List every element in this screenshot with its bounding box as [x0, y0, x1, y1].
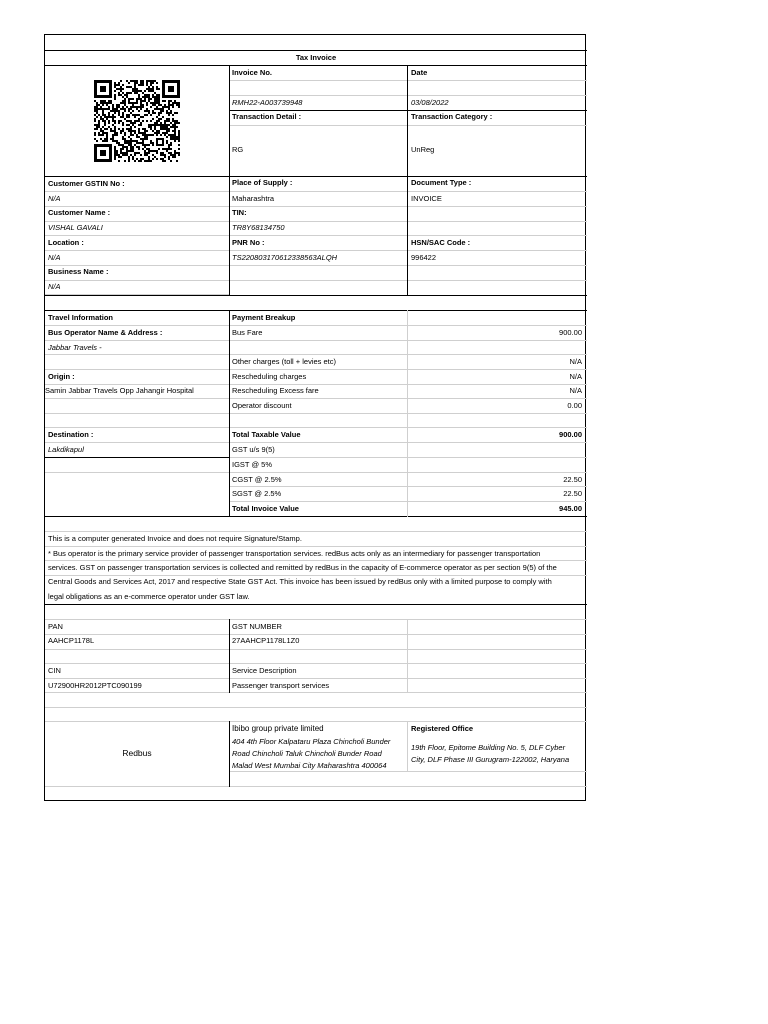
gst-number-label: GST NUMBER — [232, 622, 282, 631]
cgst-value: 22.50 — [563, 475, 582, 484]
hsn-label: HSN/SAC Code : — [411, 238, 471, 247]
business-name-label: Business Name : — [48, 267, 109, 276]
registered-office-label: Registered Office — [411, 724, 474, 733]
pnr-label: PNR No : — [232, 238, 265, 247]
total-invoice-label: Total Invoice Value — [232, 504, 299, 513]
redbus-brand: Redbus — [122, 748, 152, 758]
total-invoice-value: 945.00 — [559, 504, 582, 513]
transaction-detail-label: Transaction Detail : — [232, 112, 302, 121]
rescheduling-charges-label: Rescheduling charges — [232, 372, 307, 381]
transaction-category-label: Transaction Category : — [411, 112, 493, 121]
location-value: N/A — [48, 253, 61, 262]
transaction-detail-value: RG — [232, 145, 244, 154]
note-computer-generated: This is a computer generated Invoice and does not require Signature/Stamp. — [48, 534, 302, 543]
note-line-3: services. GST on passenger transportation services is collected and remitted by redBus in the capacity of E-commerce operator as per section 9(5) of the — [48, 563, 557, 572]
place-of-supply-label: Place of Supply : — [232, 178, 293, 187]
travel-info-heading: Travel Information — [48, 313, 114, 322]
sgst-label: SGST @ 2.5% — [232, 489, 282, 498]
igst-label: IGST @ 5% — [232, 460, 272, 469]
note-line-4: Central Goods and Services Act, 2017 and respective State GST Act. This invoice has been issued by redBus only with a limited purpose to comply with — [48, 577, 552, 586]
customer-name-value: VISHAL GAVALI — [48, 223, 103, 232]
document-type-label: Document Type : — [411, 178, 472, 187]
destination-label: Destination : — [48, 430, 94, 439]
bus-operator-label: Bus Operator Name & Address : — [48, 328, 163, 337]
payment-breakup-heading: Payment Breakup — [232, 313, 296, 322]
destination-value: Lakdikapul — [48, 445, 84, 454]
note-line-5: legal obligations as an e-commerce operator under GST law. — [48, 592, 250, 601]
total-taxable-label: Total Taxable Value — [232, 430, 301, 439]
total-taxable-value: 900.00 — [559, 430, 582, 439]
sgst-value: 22.50 — [563, 489, 582, 498]
bus-operator-value: Jabbar Travels - — [48, 343, 102, 352]
service-description-value: Passenger transport services — [232, 681, 330, 690]
rescheduling-excess-value: N/A — [569, 386, 582, 395]
rescheduling-excess-label: Rescheduling Excess fare — [232, 386, 319, 395]
pan-label: PAN — [48, 622, 63, 631]
registered-office-line-1: 19th Floor, Epitome Building No. 5, DLF Cyber — [411, 743, 566, 752]
operator-discount-value: 0.00 — [567, 401, 582, 410]
business-name-value: N/A — [48, 282, 61, 291]
gst-number-value: 27AAHCP1178L1Z0 — [232, 636, 300, 645]
other-charges-label: Other charges (toll + levies etc) — [232, 357, 337, 366]
transaction-category-value: UnReg — [411, 145, 435, 154]
note-line-2: * Bus operator is the primary service provider of passenger transportation services. redBus acts only as an intermediary for passenger transportation — [48, 549, 541, 558]
customer-gstin-value: N/A — [48, 194, 61, 203]
gst-95-label: GST u/s 9(5) — [232, 445, 275, 454]
bus-fare-value: 900.00 — [559, 328, 582, 337]
customer-gstin-label: Customer GSTIN No : — [48, 179, 125, 188]
entity-name: Ibibo group private limited — [232, 724, 324, 733]
rescheduling-charges-value: N/A — [569, 372, 582, 381]
origin-label: Origin : — [48, 372, 75, 381]
service-description-label: Service Description — [232, 666, 297, 675]
hsn-value: 996422 — [411, 253, 437, 262]
bus-fare-label: Bus Fare — [232, 328, 263, 337]
entity-address-line-1: 404 4th Floor Kalpataru Plaza Chincholi Bunder — [232, 737, 391, 746]
date-value: 03/08/2022 — [411, 98, 449, 107]
cin-value: U72900HR2012PTC090199 — [48, 681, 142, 690]
tin-label: TIN: — [232, 208, 247, 217]
date-label: Date — [411, 68, 428, 77]
pnr-value: TS220803170612338563ALQH — [232, 253, 338, 262]
registered-office-line-2: City, DLF Phase III Gurugram-122002, Haryana — [411, 755, 570, 764]
pan-value: AAHCP1178L — [48, 636, 95, 645]
cgst-label: CGST @ 2.5% — [232, 475, 282, 484]
origin-value: Samin Jabbar Travels Opp Jahangir Hospital — [45, 386, 194, 395]
cin-label: CIN — [48, 666, 61, 675]
customer-name-label: Customer Name : — [48, 208, 111, 217]
document-type-value: INVOICE — [411, 194, 442, 203]
location-label: Location : — [48, 238, 84, 247]
other-charges-value: N/A — [569, 357, 582, 366]
invoice-no-label: Invoice No. — [232, 68, 273, 77]
qr-code-icon — [94, 80, 180, 162]
entity-address-line-3: Malad West Mumbai City Maharashtra 400064 — [232, 761, 387, 770]
invoice-no-value: RMH22-A003739948 — [232, 98, 303, 107]
invoice-title: Tax Invoice — [295, 53, 337, 62]
operator-discount-label: Operator discount — [232, 401, 292, 410]
place-of-supply-value: Maharashtra — [232, 194, 275, 203]
entity-address-line-2: Road Chincholi Taluk Chincholi Bunder Road — [232, 749, 382, 758]
tin-value: TR8Y68134750 — [232, 223, 285, 232]
invoice-document — [44, 34, 586, 801]
